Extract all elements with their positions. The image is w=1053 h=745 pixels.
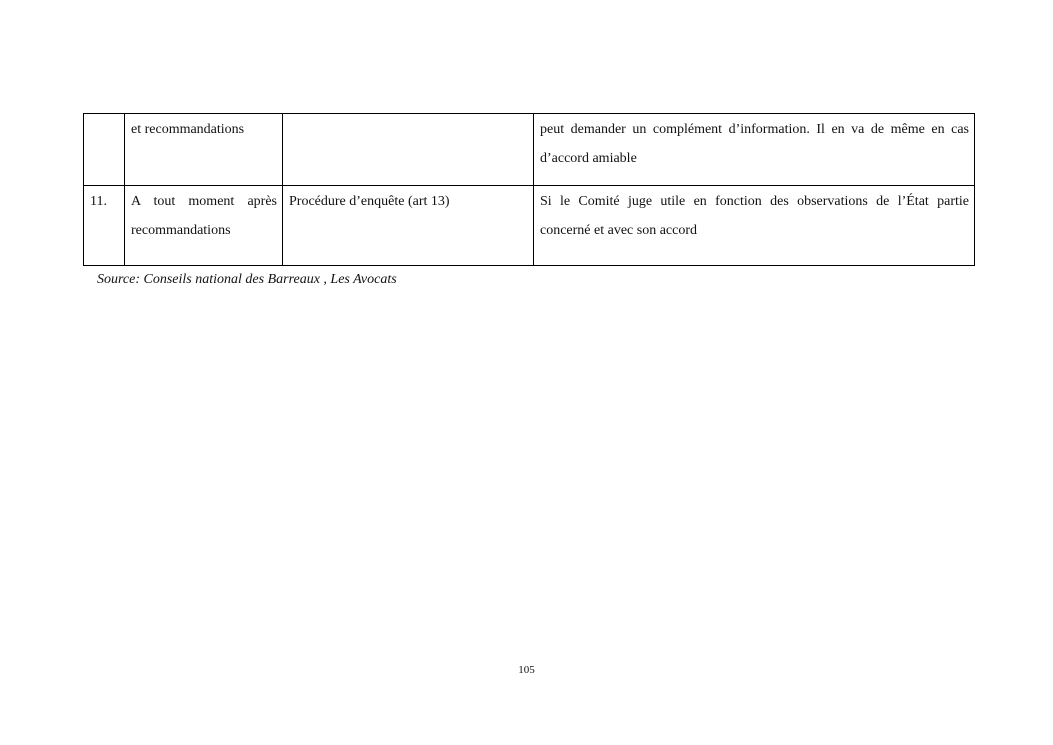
description-cell: peut demander un complément d’information. Il en va de même en cas d’accord amiable — [534, 114, 975, 186]
table-row — [84, 186, 975, 266]
row-number-cell: 11. — [84, 186, 125, 266]
description-cell: Si le Comité juge utile en fonction des observations de l’État partie concerné et avec son accord — [534, 186, 975, 266]
procedure-table — [83, 113, 975, 266]
table-row — [84, 114, 975, 186]
procedure-cell: Procédure d’enquête (art 13) — [283, 186, 534, 266]
procedure-cell — [283, 114, 534, 186]
moment-cell: A tout moment après recommandations — [125, 186, 283, 266]
source-note: Source: Conseils national des Barreaux , Les Avocats — [97, 272, 397, 287]
page-number: 105 — [518, 664, 535, 676]
moment-cell: et recommandations — [125, 114, 283, 186]
row-number-cell — [84, 114, 125, 186]
